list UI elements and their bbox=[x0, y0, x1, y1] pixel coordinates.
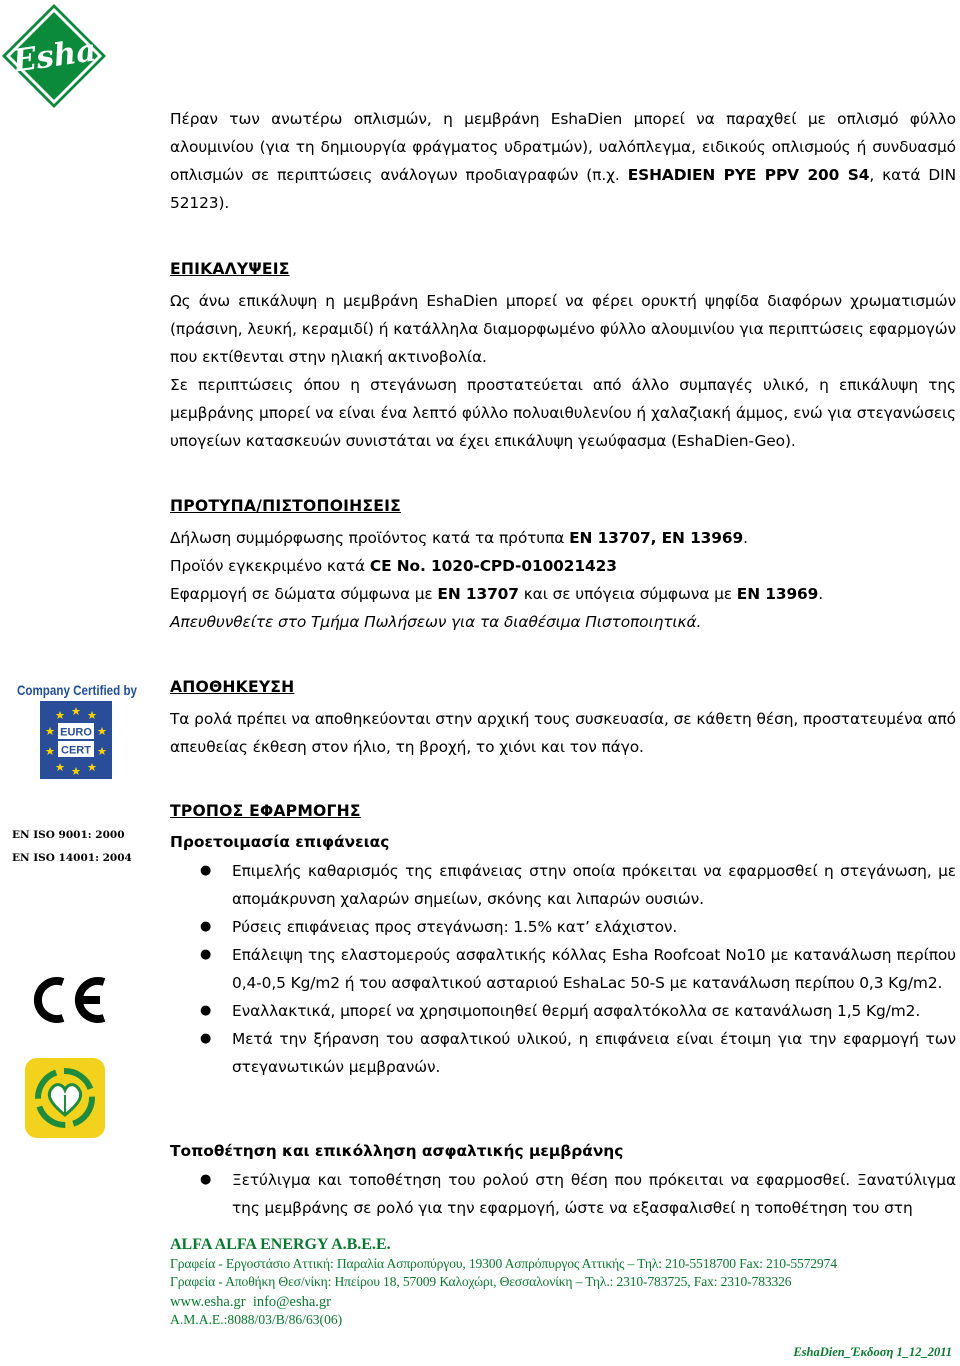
surface-prep-list bbox=[170, 857, 956, 1081]
list-item: ● Μετά την ξήρανση του ασφαλτικού υλικού, η επιφάνεια είναι έτοιμη για την εφαρμογή των στεγανωτικών μεμβρανών. bbox=[200, 1030, 956, 1076]
esha-logo bbox=[0, 0, 112, 112]
standards-text bbox=[170, 524, 956, 636]
storage-text: Τα ρολά πρέπει να αποθηκεύονται στην αρχική τους συσκευασία, σε κάθετη θέση, προστατευμένα από απευθείας έκθεση στον ήλιο, τη βροχή, το χιόνι και τον πάγο. bbox=[170, 710, 956, 756]
standards-heading: ΠΡΟΤΥΠΑ/ΠΙΣΤΟΠΟΙΗΣΕΙΣ bbox=[170, 497, 401, 515]
intro-paragraph: Πέραν των ανωτέρω οπλισμών, η μεμβράνη EshaDien μπορεί να παραχθεί με οπλισμό φύλλο αλουμινίου (για τη δημιουργία φράγματος υδρατμών), υαλόπλεγμα, ειδικούς οπλισμούς ή συνδυασμό οπλισμών σε περιπτώσεις ανάλογων προδιαγραφών (π.χ. ESHADIEN PYE PPV 200 S4, κατά DIN 52123). bbox=[170, 110, 957, 212]
coverings-heading: ΕΠΙΚΑΛΥΨΕΙΣ bbox=[170, 260, 290, 278]
coverings-p1: Ως άνω επικάλυψη η μεμβράνη EshaDien μπορεί να φέρει ορυκτή ψηφίδα διαφόρων χρωματισμών (πράσινη, λευκή, κεραμιδί) ή κατάλληλα διαμορφωμένο φύλλο αλουμινίου για περιπτώσεις εφαρμογών που εκτίθενται στην ηλιακή ακτινοβολία. bbox=[170, 292, 956, 366]
standards-line-3: Εφαρμογή σε δώματα σύμφωνα με EN 13707 και σε υπόγεια σύμφωνα με EN 13969. bbox=[170, 585, 824, 603]
company-certified-label: Company Certified by bbox=[17, 683, 137, 698]
logo-text: Esha bbox=[10, 32, 99, 80]
application-heading: ΤΡΟΠΟΣ ΕΦΑΡΜΟΓΗΣ bbox=[170, 802, 361, 820]
coverings-p2: Σε περιπτώσεις όπου η στεγάνωση προστατεύεται από άλλο συμπαγές υλικό, η επικάλυψη της μεμβράνης μπορεί να είναι ένα λεπτό φύλλο πολυαιθυλενίου ή χαλαζιακή άμμος, ενώ για στεγανώσεις υπογείων κατασκευών συνιστάται να έχει επικάλυψη γεωύφασμα (EshaDien-Geo). bbox=[170, 376, 956, 450]
edition-label: EshaDien_Έκδοση 1_12_2011 bbox=[793, 1345, 952, 1359]
installation-list bbox=[170, 1166, 956, 1222]
footer-address-athens: Γραφεία - Εργοστάσιο Αττική: Παραλία Ασπροπύργου, 19300 Ασπρόπυργος Αττικής – Τηλ: 210-5518700 Fax: 210-5572974 bbox=[170, 1256, 837, 1271]
cert-text: CERT bbox=[61, 744, 91, 757]
installation-subheading: Τοποθέτηση και επικόλληση ασφαλτικής μεμβράνης bbox=[170, 1142, 624, 1160]
euro-text: EURO bbox=[60, 726, 92, 739]
list-item: ● Ρύσεις επιφάνειας προς στεγάνωση: 1.5% κατ’ ελάχιστον. bbox=[200, 918, 678, 936]
eurocert-logo bbox=[40, 701, 112, 779]
footer-company: ALFA ALFA ENERGY A.B.E.E. bbox=[170, 1236, 391, 1253]
iso-9001-label: EN ISO 9001: 2000 bbox=[12, 829, 125, 841]
eco-label-icon bbox=[24, 1057, 106, 1139]
footer-address-thessaloniki: Γραφεία - Αποθήκη Θεσ/νίκη: Ηπείρου 18, 57009 Καλοχώρι, Θεσσαλονίκη – Τηλ.: 2310-783725, Fax: 2310-783326 bbox=[170, 1274, 792, 1289]
footer-ama: Α.Μ.Α.Ε.:8088/03/Β/86/63(06) bbox=[170, 1312, 343, 1327]
storage-heading: ΑΠΟΘΗΚΕΥΣΗ bbox=[170, 678, 295, 696]
surface-prep-subheading: Προετοιμασία επιφάνειας bbox=[170, 833, 390, 851]
standards-line-2: Προϊόν εγκεκριμένο κατά CE No. 1020-CPD-010021423 bbox=[170, 557, 617, 575]
standards-line-4: Απευθυνθείτε στο Τμήμα Πωλήσεων για τα διαθέσιμα Πιστοποιητικά. bbox=[170, 613, 702, 631]
standards-line-1: Δήλωση συμμόρφωσης προϊόντος κατά τα πρότυπα EN 13707, EN 13969. bbox=[170, 529, 748, 547]
iso-14001-label: EN ISO 14001: 2004 bbox=[12, 852, 132, 864]
coverings-text bbox=[170, 287, 956, 455]
list-item: ● Ξετύλιγμα και τοποθέτηση του ρολού στη θέση που πρόκειται να εφαρμοσθεί. Ξανατύλιγμα της μεμβράνης σε ρολό για την εφαρμογή, ώστε να εξασφαλισθεί η τοποθέτηση του στη bbox=[200, 1171, 956, 1217]
list-item: ● Εναλλακτικά, μπορεί να χρησιμοποιηθεί θερμή ασφαλτόκολλα σε κατανάλωση 1,5 Kg/m2. bbox=[200, 1002, 921, 1020]
list-item: ● Επάλειψη της ελαστομερούς ασφαλτικής κόλλας Esha Roofcoat No10 με κατανάλωση περίπου 0,4-0,5 Kg/m2 ή του ασφαλτικού ασταριού EshaLac 50-S με κατανάλωση περίπου 0,3 Kg/m2. bbox=[200, 946, 956, 992]
list-item: ● Επιμελής καθαρισμός της επιφάνειας στην οποία πρόκειται να εφαρμοσθεί η στεγάνωση, με απομάκρυνση χαλαρών σημείων, σκόνης και λιπαρών ουσιών. bbox=[200, 862, 956, 908]
footer-web-email[interactable]: www.esha.gr info@esha.gr bbox=[170, 1294, 331, 1310]
ce-mark-icon bbox=[30, 973, 108, 1027]
